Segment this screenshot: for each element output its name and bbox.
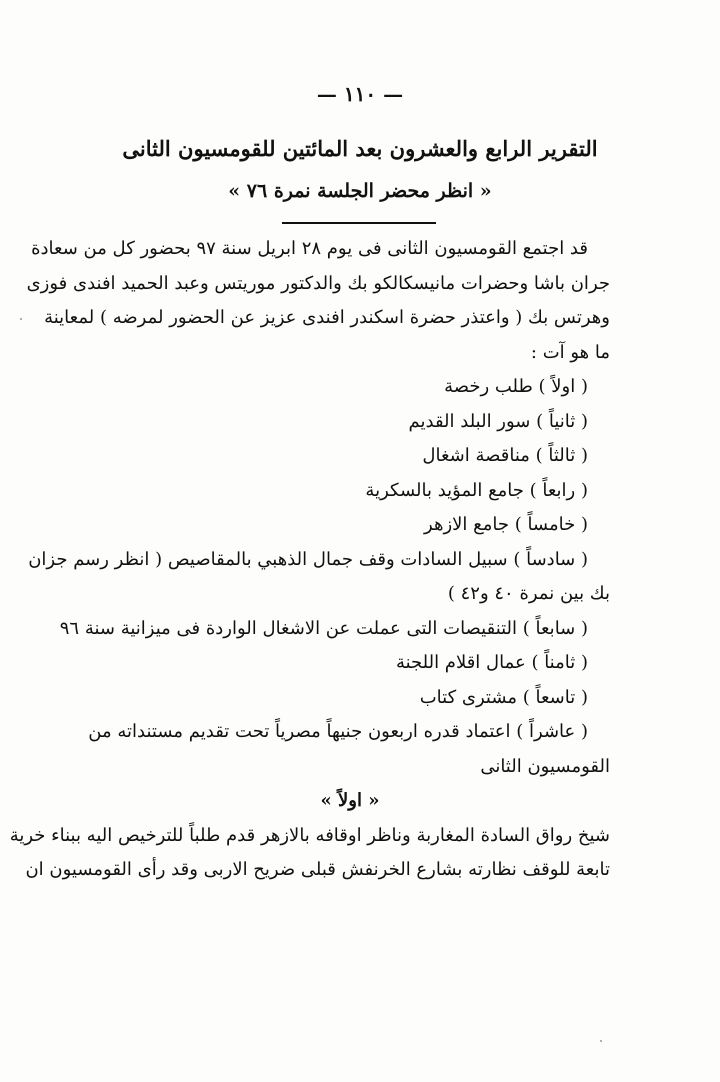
- report-subtitle: « انظر محضر الجلسة نمرة ٧٦ »: [228, 180, 492, 202]
- paper-speck: [20, 318, 22, 320]
- paragraph-line: شيخ رواق السادة المغاربة وناظر اوقافه بالازهر قدم طلباً للترخيص اليه ببناء خرية: [9, 824, 610, 846]
- paragraph-line: جران باشا وحضرات مانيسكالكو بك والدكتور موريتس وعبد الحميد افندى فوزى: [26, 272, 610, 294]
- paper-speck: [600, 1040, 602, 1042]
- title-divider: [282, 222, 436, 224]
- agenda-item: ( ثانياً ) سور البلد القديم: [408, 410, 588, 432]
- paragraph-line: ما هو آت :: [530, 341, 610, 363]
- paragraph-line: قد اجتمع القومسيون الثانى فى يوم ٢٨ ابريل سنة ٩٧ بحضور كل من سعادة: [31, 238, 588, 259]
- paragraph-line: تابعة للوقف نظارته بشارع الخرنفش قبلى ضريح الاربى وقد رأى القومسيون ان: [25, 859, 610, 880]
- agenda-item: ( ثالثاً ) مناقصة اشغال: [422, 445, 588, 466]
- paragraph-line: وهرتس بك ( واعتذر حضرة اسكندر افندى عزيز عن الحضور لمرضه ) لمعاينة: [44, 307, 610, 328]
- agenda-item: ( خامساً ) جامع الازهر: [424, 514, 588, 535]
- report-body: [9, 232, 610, 888]
- report-title: التقرير الرابع والعشرون بعد المائتين للقومسيون الثانى: [122, 136, 598, 161]
- agenda-item: ( سادساً ) سبيل السادات وقف جمال الذهبي بالمقاصيص ( انظر رسم جزان: [28, 548, 588, 570]
- agenda-item: ( رابعاً ) جامع المؤيد بالسكرية: [365, 479, 588, 501]
- agenda-item: ( عاشراً ) اعتماد قدره اربعون جنيهاً مصرياً تحت تقديم مستنداته من: [88, 721, 588, 742]
- page-number: — ١١٠ —: [316, 82, 404, 106]
- agenda-item-continuation: بك بين نمرة ٤٠ و٤٢ ): [447, 583, 610, 604]
- agenda-item: ( ثامناً ) عمال اقلام اللجنة: [395, 652, 588, 673]
- agenda-item: ( اولاً ) طلب رخصة: [444, 376, 588, 397]
- agenda-item: ( تاسعاً ) مشترى كتاب: [419, 686, 588, 708]
- agenda-item-continuation: القومسيون الثانى: [480, 755, 610, 777]
- section-heading: « اولاً »: [320, 790, 380, 811]
- agenda-item: ( سابعاً ) التنقيصات التى عملت عن الاشغال الواردة فى ميزانية سنة ٩٦: [59, 617, 588, 639]
